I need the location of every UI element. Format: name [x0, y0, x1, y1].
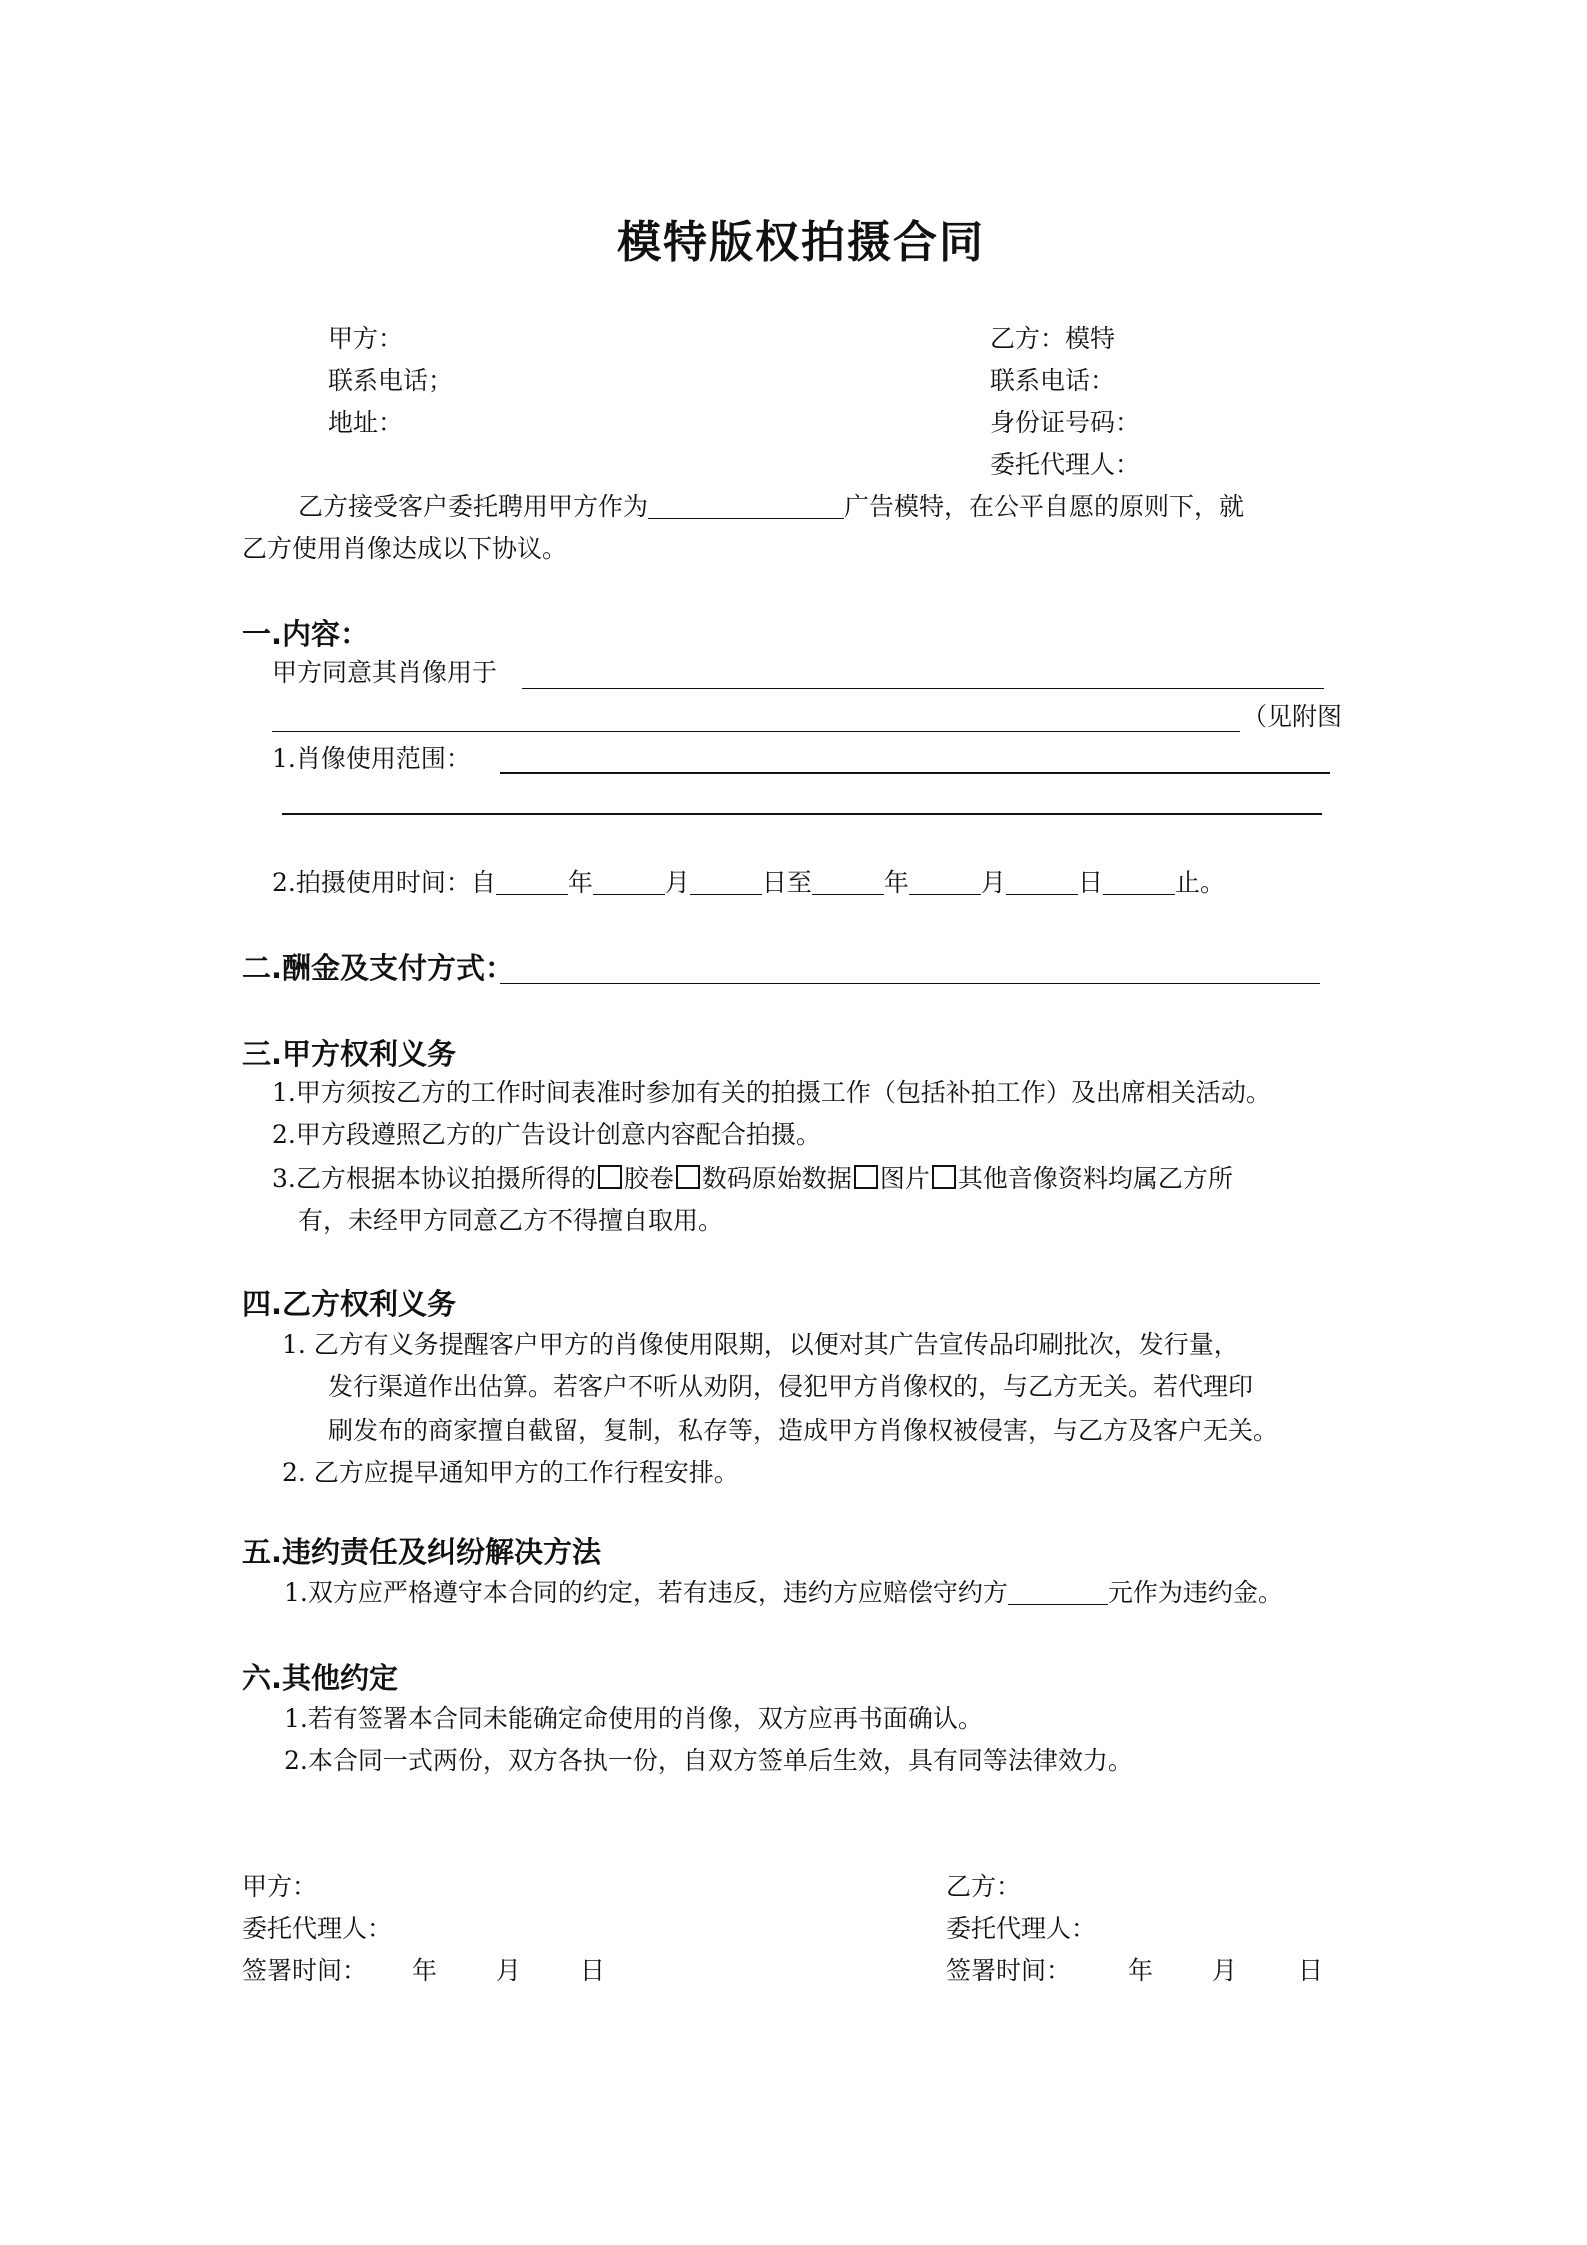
see-attachment-text: （见附图	[1242, 702, 1343, 731]
s3-item-3-pre: 3.乙方根据本协议拍摄所得的	[272, 1164, 596, 1193]
end-extra-blank[interactable]	[1103, 868, 1175, 895]
section-2-heading: 二.酬金及支付方式：	[242, 951, 515, 985]
sign-party-a-agent: 委托代理人：	[242, 1914, 393, 1943]
penalty-amount-blank[interactable]	[1008, 1578, 1108, 1605]
party-b-phone-label: 联系电话：	[990, 366, 1116, 395]
section-3-heading: 三.甲方权利义务	[242, 1037, 457, 1071]
year-text-2: 年	[883, 868, 909, 897]
digital-data-label: 数码原始数据	[701, 1164, 852, 1193]
s3-item-1: 1.甲方须按乙方的工作时间表准时参加有关的拍摄工作（包括补拍工作）及出席相关活动。	[272, 1078, 1271, 1107]
sign-party-b: 乙方：	[946, 1872, 1022, 1901]
party-a-address-label: 地址：	[328, 408, 404, 437]
payment-blank[interactable]	[500, 983, 1320, 984]
other-media-label: 其他音像资料均属乙方所	[957, 1164, 1233, 1193]
usage-scope-blank-2[interactable]	[282, 813, 1322, 815]
sign-party-b-time: 签署时间：	[946, 1956, 1072, 1985]
film-label: 胶卷	[623, 1164, 674, 1193]
party-b-agent-label: 委托代理人：	[990, 450, 1141, 479]
s4-item-1-line-1: 1. 乙方有义务提醒客户甲方的肖像使用限期，以便对其广告宣传品印刷批次，发行量，	[282, 1330, 1239, 1359]
day-text-2: 日	[1077, 868, 1103, 897]
start-day-blank[interactable]	[690, 868, 762, 895]
s5-item-1-pre: 1.双方应严格遵守本合同的约定，若有违反，违约方应赔偿守约方	[284, 1578, 1008, 1607]
start-year-blank[interactable]	[496, 868, 568, 895]
year-text: 年	[567, 868, 593, 897]
s6-item-1: 1.若有签署本合同未能确定命使用的肖像，双方应再书面确认。	[284, 1704, 983, 1733]
film-checkbox[interactable]	[598, 1165, 622, 1189]
s6-item-2: 2.本合同一式两份，双方各执一份，自双方签单后生效，具有同等法律效力。	[284, 1746, 1133, 1775]
s5-item-1-post: 元作为违约金。	[1107, 1578, 1283, 1607]
s3-item-3-cont: 有，未经甲方同意乙方不得擅自取用。	[298, 1206, 724, 1235]
portrait-use-blank-1[interactable]	[522, 688, 1324, 689]
day-to-text: 日至	[761, 868, 812, 897]
section-5-heading: 五.违约责任及纠纷解决方法	[242, 1535, 602, 1569]
portrait-use-blank-2[interactable]	[272, 731, 1240, 732]
start-month-blank[interactable]	[593, 868, 665, 895]
portrait-use-label: 甲方同意其肖像用于	[272, 658, 498, 687]
section-6-heading: 六.其他约定	[242, 1661, 399, 1695]
sign-party-a-month: 月	[496, 1956, 522, 1985]
s5-item-1	[284, 1576, 1283, 1610]
usage-scope-label: 1.肖像使用范围：	[272, 744, 471, 773]
sign-party-a-year: 年	[412, 1956, 438, 1985]
end-day-blank[interactable]	[1006, 868, 1078, 895]
s4-item-1-line-3: 刷发布的商家擅自截留，复制，私存等，造成甲方肖像权被侵害，与乙方及客户无关。	[328, 1416, 1279, 1445]
picture-label: 图片	[879, 1164, 930, 1193]
s3-item-3	[272, 1162, 1233, 1196]
party-a-phone-label: 联系电话；	[328, 366, 454, 395]
shoot-time-label: 2.拍摄使用时间：自	[272, 868, 496, 897]
sign-party-a-day: 日	[580, 1956, 606, 1985]
section-4-heading: 四.乙方权利义务	[242, 1287, 457, 1321]
end-month-blank[interactable]	[909, 868, 981, 895]
s4-item-1-line-2: 发行渠道作出估算。若客户不听从劝阴，侵犯甲方肖像权的，与乙方无关。若代理印	[328, 1372, 1254, 1401]
party-a-label: 甲方：	[328, 324, 404, 353]
other-media-checkbox[interactable]	[932, 1165, 956, 1189]
section-1-heading: 一.内容：	[242, 617, 370, 651]
sign-party-b-agent: 委托代理人：	[946, 1914, 1097, 1943]
end-text: 止。	[1174, 868, 1225, 897]
usage-scope-blank-1[interactable]	[500, 772, 1330, 774]
intro-post: 广告模特，在公平自愿的原则下，就	[844, 492, 1245, 521]
picture-checkbox[interactable]	[854, 1165, 878, 1189]
month-text-2: 月	[980, 868, 1006, 897]
intro-pre: 乙方接受客户委托聘用甲方作为	[298, 492, 649, 521]
shoot-time-line	[272, 866, 1225, 900]
intro-line-1	[298, 490, 1244, 524]
s3-item-2: 2.甲方段遵照乙方的广告设计创意内容配合拍摄。	[272, 1120, 821, 1149]
sign-party-a-time: 签署时间：	[242, 1956, 368, 1985]
s4-item-2: 2. 乙方应提早通知甲方的工作行程安排。	[282, 1458, 739, 1487]
digital-data-checkbox[interactable]	[676, 1165, 700, 1189]
sign-party-a: 甲方：	[242, 1872, 318, 1901]
ad-type-blank[interactable]	[648, 492, 844, 519]
party-b-label: 乙方：模特	[990, 324, 1116, 353]
party-b-id-label: 身份证号码：	[990, 408, 1141, 437]
month-text: 月	[664, 868, 690, 897]
sign-party-b-year: 年	[1128, 1956, 1154, 1985]
page-title: 模特版权拍摄合同	[617, 217, 985, 268]
end-year-blank[interactable]	[812, 868, 884, 895]
intro-line-2: 乙方使用肖像达成以下协议。	[242, 534, 568, 563]
sign-party-b-day: 日	[1298, 1956, 1324, 1985]
sign-party-b-month: 月	[1212, 1956, 1238, 1985]
